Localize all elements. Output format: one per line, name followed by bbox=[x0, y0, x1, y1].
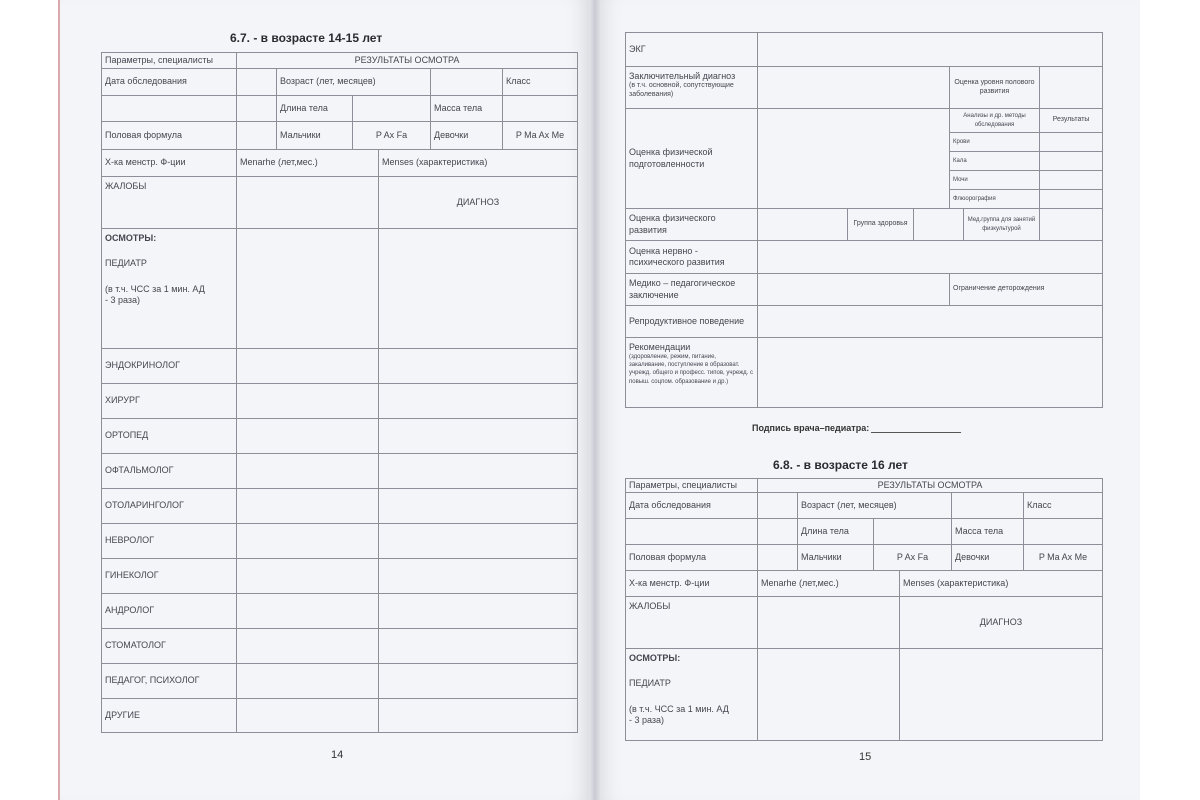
body-mass-label: Масса тела bbox=[952, 519, 1024, 545]
body-mass-label: Масса тела bbox=[431, 96, 503, 122]
fluoro-label: Флюорография bbox=[950, 190, 1040, 209]
specialist-label: АНДРОЛОГ bbox=[102, 594, 237, 629]
diagnosis-label: ДИАГНОЗ bbox=[379, 177, 578, 229]
exam-date-label: Дата обследования bbox=[626, 493, 758, 519]
specialist-result-cell[interactable] bbox=[237, 629, 379, 664]
specialist-label: ХИРУРГ bbox=[102, 384, 237, 419]
right-summary-table bbox=[625, 32, 1103, 408]
analyses-label: Анализы и др. методы обследования bbox=[950, 109, 1040, 133]
class-label: Класс bbox=[1024, 493, 1103, 519]
class-label: Класс bbox=[503, 69, 578, 96]
menses-label: Menses (характеристика) bbox=[379, 150, 578, 177]
signature-field[interactable] bbox=[871, 423, 961, 433]
blood-label: Крови bbox=[950, 133, 1040, 152]
age-cell[interactable] bbox=[952, 493, 1024, 519]
right-page-title: 6.8. - в возрасте 16 лет bbox=[773, 458, 908, 472]
right-exam-table bbox=[625, 478, 1103, 741]
pediatr-note: (в т.ч. ЧСС за 1 мин. АД - 3 раза) bbox=[629, 703, 729, 725]
phys-prep-cell[interactable] bbox=[758, 109, 950, 209]
specialist-label: ГИНЕКОЛОГ bbox=[102, 559, 237, 594]
left-page-number: 14 bbox=[331, 749, 344, 761]
exam-date-cell[interactable] bbox=[758, 493, 798, 519]
specialist-result-cell[interactable] bbox=[237, 384, 379, 419]
body-length-label: Длина тела bbox=[798, 519, 874, 545]
specialist-result-cell[interactable] bbox=[237, 419, 379, 454]
pediatr-label: ПЕДИАТР bbox=[629, 678, 671, 689]
menstr-label: Х-ка менстр. Ф-ции bbox=[626, 571, 758, 597]
blank-cell[interactable] bbox=[102, 96, 237, 122]
exams-label: ОСМОТРЫ: bbox=[629, 653, 681, 663]
health-group-cell[interactable] bbox=[914, 209, 964, 241]
specialist-diagnosis-cell[interactable] bbox=[379, 419, 578, 454]
limit-label: Ограничение деторождения bbox=[950, 274, 1103, 306]
medped-label: Медико – педагогическое заключение bbox=[626, 274, 758, 306]
specialist-diagnosis-cell[interactable] bbox=[379, 594, 578, 629]
specialist-label: ОТОЛАРИНГОЛОГ bbox=[102, 489, 237, 524]
sex-formula-cell[interactable] bbox=[758, 545, 798, 571]
boys-label: Мальчики bbox=[277, 122, 353, 150]
complaints-cell[interactable] bbox=[758, 597, 900, 649]
specialist-result-cell[interactable] bbox=[237, 349, 379, 384]
medped-cell[interactable] bbox=[758, 274, 950, 306]
menarhe-label: Menarhe (лет,мес.) bbox=[237, 150, 379, 177]
blank-cell[interactable] bbox=[626, 519, 758, 545]
recs-block bbox=[626, 338, 758, 408]
pediatr-diagnosis-cell[interactable] bbox=[900, 649, 1103, 741]
phys-dev-label: Оценка физического развития bbox=[626, 209, 758, 241]
exam-date-label: Дата обследования bbox=[102, 69, 237, 96]
repro-cell[interactable] bbox=[758, 306, 1103, 338]
specialist-diagnosis-cell[interactable] bbox=[379, 559, 578, 594]
blood-cell[interactable] bbox=[1040, 133, 1103, 152]
girls-formula: P Ma Ax Me bbox=[503, 122, 578, 150]
final-diag-note: (в т.ч. основной, сопутствующие заболевания) bbox=[629, 82, 734, 98]
results-header: РЕЗУЛЬТАТЫ ОСМОТРА bbox=[758, 479, 1103, 493]
pediatr-result-cell[interactable] bbox=[758, 649, 900, 741]
pediatr-diagnosis-cell[interactable] bbox=[379, 229, 578, 349]
specialist-label: ОФТАЛЬМОЛОГ bbox=[102, 454, 237, 489]
blank-cell[interactable] bbox=[237, 96, 277, 122]
specialist-result-cell[interactable] bbox=[237, 664, 379, 699]
health-group-label: Группа здоровья bbox=[848, 209, 914, 241]
boys-label: Мальчики bbox=[798, 545, 874, 571]
specialist-label: СТОМАТОЛОГ bbox=[102, 629, 237, 664]
specialist-label: ДРУГИЕ bbox=[102, 699, 237, 733]
feces-cell[interactable] bbox=[1040, 152, 1103, 171]
recs-label: Рекомендации bbox=[629, 342, 691, 352]
med-group-label: Мед.группа для занятий физкультурой bbox=[964, 209, 1040, 241]
final-diag-label: Заключительный диагноз bbox=[629, 71, 736, 81]
specialist-diagnosis-cell[interactable] bbox=[379, 629, 578, 664]
girls-formula: P Ma Ax Me bbox=[1024, 545, 1103, 571]
specialist-diagnosis-cell[interactable] bbox=[379, 384, 578, 419]
exam-date-cell[interactable] bbox=[237, 69, 277, 96]
left-page-title: 6.7. - в возрасте 14-15 лет bbox=[230, 31, 383, 45]
specialist-result-cell[interactable] bbox=[237, 454, 379, 489]
feces-label: Кала bbox=[950, 152, 1040, 171]
repro-label: Репродуктивное поведение bbox=[626, 306, 758, 338]
sex-formula-label: Половая формула bbox=[626, 545, 758, 571]
specialist-diagnosis-cell[interactable] bbox=[379, 489, 578, 524]
med-group-cell[interactable] bbox=[1040, 209, 1103, 241]
body-length-cell[interactable] bbox=[874, 519, 952, 545]
pediatr-block bbox=[626, 649, 758, 741]
sex-formula-cell[interactable] bbox=[237, 122, 277, 150]
results-header: РЕЗУЛЬТАТЫ ОСМОТРА bbox=[237, 53, 578, 69]
urine-cell[interactable] bbox=[1040, 171, 1103, 190]
specialist-result-cell[interactable] bbox=[237, 699, 379, 733]
left-exam-table bbox=[101, 52, 578, 733]
specialist-result-cell[interactable] bbox=[237, 594, 379, 629]
pediatr-result-cell[interactable] bbox=[237, 229, 379, 349]
signature-label: Подпись врача–педиатра: bbox=[752, 423, 870, 433]
exams-label: ОСМОТРЫ: bbox=[105, 233, 157, 243]
sex-dev-cell[interactable] bbox=[1040, 67, 1103, 109]
body-mass-cell[interactable] bbox=[503, 96, 578, 122]
blank-cell[interactable] bbox=[758, 519, 798, 545]
specialist-label: ОРТОПЕД bbox=[102, 419, 237, 454]
fluoro-cell[interactable] bbox=[1040, 190, 1103, 209]
boys-formula: P Ax Fa bbox=[874, 545, 952, 571]
body-length-label: Длина тела bbox=[277, 96, 353, 122]
phys-dev-cell[interactable] bbox=[758, 209, 848, 241]
specialist-result-cell[interactable] bbox=[237, 524, 379, 559]
sex-dev-label: Оценка уровня полового развития bbox=[950, 67, 1040, 109]
urine-label: Мочи bbox=[950, 171, 1040, 190]
pediatr-note: (в т.ч. ЧСС за 1 мин. АД - 3 раза) bbox=[105, 283, 205, 305]
results-label: Результаты bbox=[1040, 109, 1103, 133]
specialist-diagnosis-cell[interactable] bbox=[379, 524, 578, 559]
right-page-number: 15 bbox=[859, 751, 872, 763]
menarhe-label: Menarhe (лет,мес.) bbox=[758, 571, 900, 597]
diagnosis-label: ДИАГНОЗ bbox=[900, 597, 1103, 649]
sex-formula-label: Половая формула bbox=[102, 122, 237, 150]
boys-formula: P Ax Fa bbox=[353, 122, 431, 150]
pediatr-block bbox=[102, 229, 237, 349]
params-header: Параметры, специалисты bbox=[102, 53, 237, 69]
phys-prep-label: Оценка физической подготовленности bbox=[626, 109, 758, 209]
ekg-label: ЭКГ bbox=[626, 33, 758, 67]
recs-cell[interactable] bbox=[758, 338, 1103, 408]
specialist-label: НЕВРОЛОГ bbox=[102, 524, 237, 559]
specialist-result-cell[interactable] bbox=[237, 489, 379, 524]
body-mass-cell[interactable] bbox=[1024, 519, 1103, 545]
girls-label: Девочки bbox=[952, 545, 1024, 571]
specialist-diagnosis-cell[interactable] bbox=[379, 699, 578, 733]
complaints-cell[interactable] bbox=[237, 177, 379, 229]
ekg-cell[interactable] bbox=[758, 33, 1103, 67]
menstr-label: Х-ка менстр. Ф-ции bbox=[102, 150, 237, 177]
specialist-diagnosis-cell[interactable] bbox=[379, 664, 578, 699]
body-length-cell[interactable] bbox=[353, 96, 431, 122]
specialist-result-cell[interactable] bbox=[237, 559, 379, 594]
neuro-label: Оценка нервно - психического развития bbox=[626, 241, 758, 274]
age-label: Возраст (лет, месяцев) bbox=[798, 493, 952, 519]
recs-note: (здоровление, режим, питание, закаливание, поступление в образоват. учрежд. общего и професс. типов, учрежд. с повыш. соцпом. образование и др.) bbox=[629, 354, 753, 385]
complaints-label: ЖАЛОБЫ bbox=[102, 177, 237, 229]
specialist-label: ЭНДОКРИНОЛОГ bbox=[102, 349, 237, 384]
neuro-cell[interactable] bbox=[758, 241, 1103, 274]
params-header: Параметры, специалисты bbox=[626, 479, 758, 493]
final-diag-cell[interactable] bbox=[758, 67, 950, 109]
pediatr-label: ПЕДИАТР bbox=[105, 258, 147, 269]
complaints-label: ЖАЛОБЫ bbox=[626, 597, 758, 649]
age-cell[interactable] bbox=[431, 69, 503, 96]
age-label: Возраст (лет, месяцев) bbox=[277, 69, 431, 96]
specialist-diagnosis-cell[interactable] bbox=[379, 349, 578, 384]
girls-label: Девочки bbox=[431, 122, 503, 150]
menses-label: Menses (характеристика) bbox=[900, 571, 1103, 597]
signature-line bbox=[752, 423, 961, 433]
specialist-label: ПЕДАГОГ, ПСИХОЛОГ bbox=[102, 664, 237, 699]
final-diag-block bbox=[626, 67, 758, 109]
specialist-diagnosis-cell[interactable] bbox=[379, 454, 578, 489]
